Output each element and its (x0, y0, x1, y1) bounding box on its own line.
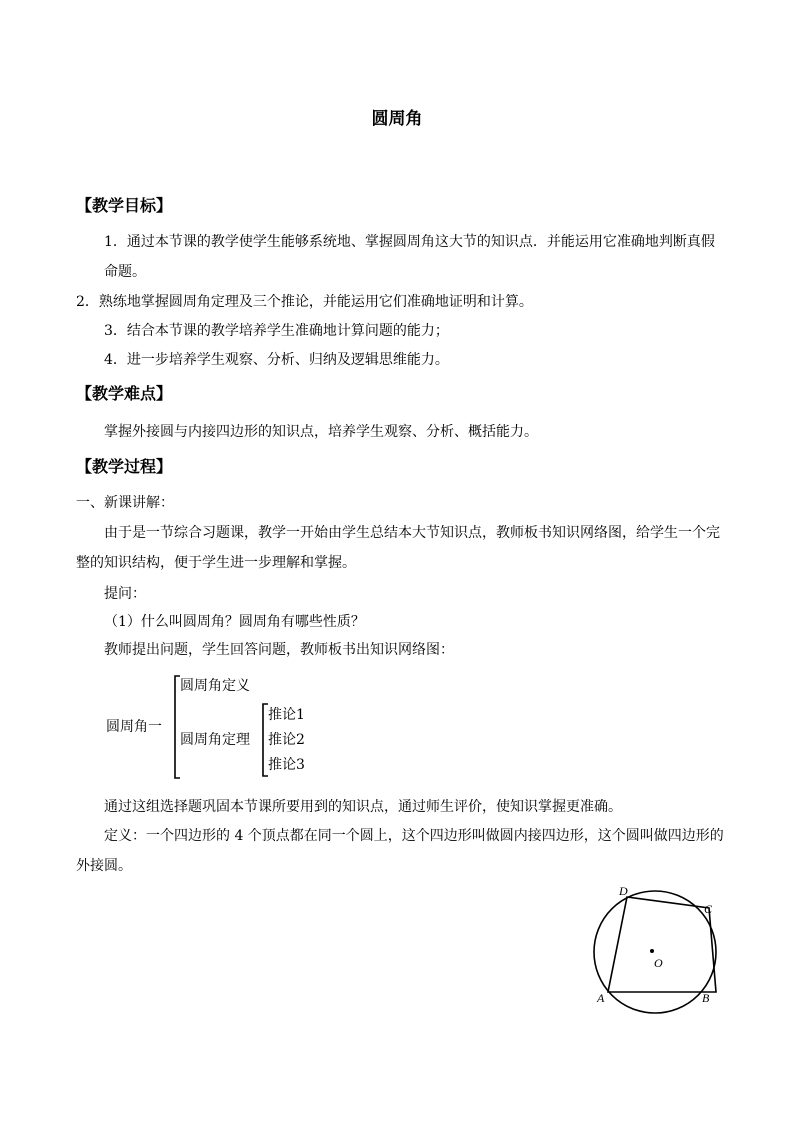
intro-paragraph: 由于是一节综合习题课，教学一开始由学生总结本大节知识点，教师板书知识网络图，给学生一个完整的知识结构，便于学生进一步理解和掌握。 (76, 525, 720, 571)
goal-item-4: 4．进一步培养学生观察、分析、归纳及逻辑思维能力。 (104, 352, 449, 368)
question-1: （1）什么叫圆周角？圆周角有哪些性质？ (104, 614, 365, 630)
subheading-new-lesson: 一、新课讲解： (76, 495, 174, 511)
goal-item-3: 3．结合本节课的教学培养学生准确地计算问题的能力； (104, 323, 449, 339)
vertex-label-c: C (704, 902, 713, 916)
tree-corollary-2: 推论2 (268, 732, 305, 748)
definition-paragraph: 定义：一个四边形的 4 个顶点都在同一个圆上，这个四边形叫做圆内接四边形，这个圆叫做四边形的外接圆。 (76, 828, 724, 874)
goal-item-1: 1．通过本节课的教学使学生能够系统地、掌握圆周角这大节的知识点．并能运用它准确地判断真假命题。 (104, 234, 715, 280)
goal-item-2: 2．熟练地掌握圆周角定理及三个推论，并能运用它们准确地证明和计算。 (76, 294, 533, 310)
center-point (650, 949, 654, 953)
circumscribed-circle (594, 891, 716, 1013)
tree-corollary-3: 推论3 (268, 757, 305, 773)
tree-definition: 圆周角定义 (180, 678, 250, 694)
vertex-label-d: D (619, 884, 628, 898)
difficulty-text: 掌握外接圆与内接四边形的知识点，培养学生观察、分析、概括能力。 (104, 424, 538, 440)
tree-corollary-1: 推论1 (268, 707, 305, 723)
heading-teaching-difficulty: 【教学难点】 (76, 384, 173, 403)
teacher-instruction: 教师提出问题，学生回答问题，教师板书出知识网络图： (104, 642, 454, 658)
ask-label: 提问： (104, 586, 146, 602)
consolidation-paragraph: 通过这组选择题巩固本节课所要用到的知识点，通过师生评价，使知识掌握更准确。 (104, 799, 622, 815)
cyclic-quadrilateral-figure (588, 880, 728, 1020)
center-label-o: O (654, 956, 663, 970)
vertex-label-a: A (597, 991, 605, 1005)
heading-teaching-process: 【教学过程】 (76, 457, 173, 476)
heading-teaching-goals: 【教学目标】 (76, 196, 173, 215)
tree-theorem: 圆周角定理 (180, 732, 250, 748)
vertex-label-b: B (702, 991, 710, 1005)
page-title: 圆周角 (371, 109, 423, 129)
tree-root: 圆周角一 (106, 719, 162, 735)
